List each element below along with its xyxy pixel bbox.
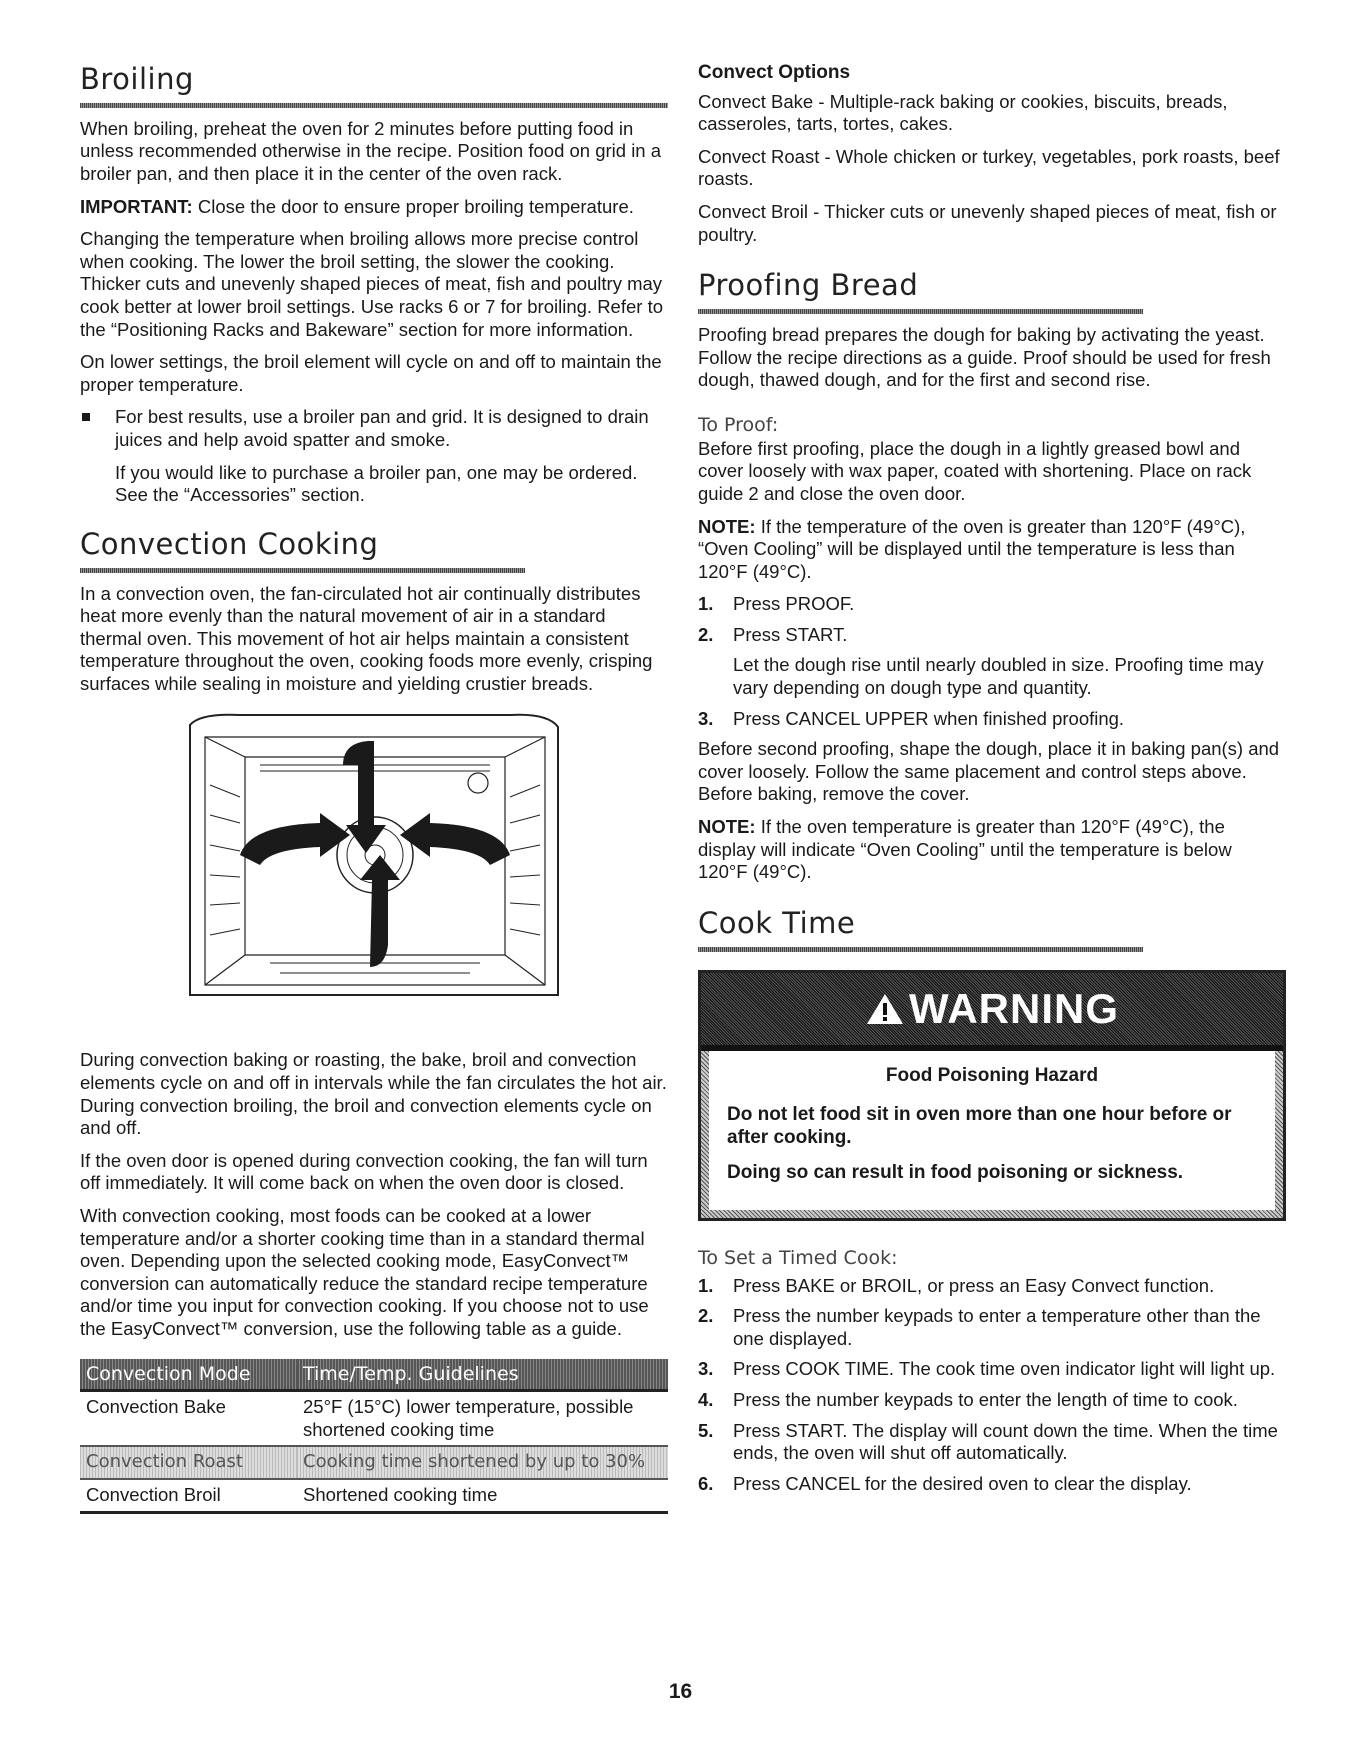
step-number: 1. (698, 593, 714, 615)
list-item (698, 1275, 1280, 1298)
table-header-guidelines: Time/Temp. Guidelines (297, 1359, 668, 1391)
step-subparagraph: Let the dough rise until nearly doubled in size. Proofing time may vary depending on dough type and quantity. (733, 654, 1264, 699)
note-text: If the oven temperature is greater than 120°F (49°C), the display will indicate “Oven Cooling” until the temperature is below 120°F (49°C). (698, 816, 1232, 883)
subheading-to-proof: To Proof: (698, 413, 779, 436)
important-paragraph (80, 196, 668, 219)
paragraph: Before second proofing, shape the dough, place it in baking pan(s) and cover loosely. Follow the same placement and control steps above. Before baking, remove the cover. (698, 738, 1280, 805)
warning-label: WARNING (909, 984, 1119, 1032)
list-item (698, 593, 1280, 616)
step-text: Press the number keypads to enter the length of time to cook. (733, 1389, 1238, 1410)
paragraph: Convect Broil - Thicker cuts or unevenly shaped pieces of meat, fish or poultry. (698, 200, 1277, 245)
step-text: Press COOK TIME. The cook time oven indicator light will light up. (733, 1358, 1276, 1380)
step-number: 2. (698, 623, 714, 645)
bullet-item (80, 406, 668, 451)
section-title-cook-time: Cook Time (698, 905, 856, 940)
paragraph: Before first proofing, place the dough in a lightly greased bowl and cover loosely with wax paper, coated with shortening. Place on rack guide 2 and close the oven door. (698, 437, 1252, 504)
right-column (698, 62, 1280, 1503)
step-number: 3. (698, 707, 714, 729)
paragraph: In a convection oven, the fan-circulated hot air continually distributes heat more evenly than the natural movement of air in a standard thermal oven. This movement of hot air helps maintain a consistent temperature throughout the oven, cooking foods more evenly, crisping surfaces while sealing in moisture and yielding crustier breads. (80, 582, 653, 694)
note-label: NOTE: (698, 816, 756, 838)
warning-bottom-border (701, 1210, 1283, 1218)
step-text: Press CANCEL for the desired oven to clear the display. (733, 1472, 1192, 1494)
subheading-timed-cook: To Set a Timed Cook: (698, 1246, 898, 1269)
section-title-broiling: Broiling (80, 62, 194, 96)
note-text: If the temperature of the oven is greater than 120°F (49°C), “Oven Cooling” will be displayed until the temperature is less than 120°F (49°C). (698, 515, 1246, 582)
list-item (698, 1389, 1280, 1412)
step-text: Press the number keypads to enter a temperature other than the one displayed. (733, 1305, 1261, 1349)
section-rule (698, 309, 1143, 314)
warning-triangle-icon (865, 992, 905, 1026)
paragraph: Convect Bake - Multiple-rack baking or cookies, biscuits, breads, casseroles, tarts, tortes, cakes. (698, 90, 1228, 135)
bullet-text: For best results, use a broiler pan and grid. It is designed to drain juices and help avoid spatter and smoke. (115, 406, 649, 450)
convection-guidelines-table (80, 1359, 668, 1514)
list-item (698, 1473, 1280, 1496)
table-row (80, 1391, 668, 1447)
oven-airflow-diagram (80, 705, 668, 1035)
convection-oven-illustration (80, 705, 668, 1035)
table-cell: 25°F (15°C) lower temperature, possible shortened cooking time (297, 1391, 668, 1447)
warning-line: Doing so can result in food poisoning or sickness. (727, 1161, 1184, 1183)
step-number: 6. (698, 1472, 714, 1494)
paragraph: Changing the temperature when broiling allows more precise control when cooking. The lower the broil setting, the slower the cooking. Thicker cuts and unevenly shaped pieces of meat, fish and poultry may cook better at lower broil settings. Use racks 6 or 7 for broiling. Refer to the “Positioning Racks and Bakeware” section for more information. (80, 228, 664, 340)
table-cell: Convection Roast (80, 1446, 297, 1479)
warning-box (698, 970, 1286, 1221)
list-item (698, 708, 1280, 731)
paragraph: When broiling, preheat the oven for 2 minutes before putting food in unless recommended otherwise in the recipe. Position food on grid in a broiler pan, and then place it in the center of the oven rack. (80, 117, 662, 184)
step-text: Press START. (733, 623, 848, 645)
warning-header (701, 973, 1283, 1051)
list-item (698, 1305, 1280, 1350)
step-text: Press PROOF. (733, 593, 855, 615)
table-cell: Convection Broil (80, 1479, 297, 1512)
section-title-convection: Convection Cooking (80, 526, 379, 561)
timed-cook-steps-list (698, 1275, 1280, 1496)
section-rule (80, 568, 525, 573)
list-item (698, 624, 1280, 700)
step-text: Press BAKE or BROIL, or press an Easy Convect function. (733, 1274, 1215, 1296)
table-row (80, 1446, 668, 1479)
step-number: 3. (698, 1358, 714, 1380)
table-cell: Cooking time shortened by up to 30% (297, 1446, 668, 1479)
step-number: 2. (698, 1305, 714, 1327)
convect-options-heading: Convect Options (698, 62, 851, 83)
table-row (80, 1479, 668, 1512)
section-title-proofing: Proofing Bread (698, 268, 919, 303)
paragraph: On lower settings, the broil element will cycle on and off to maintain the proper temperature. (80, 351, 662, 395)
section-rule (698, 947, 1143, 952)
step-number: 5. (698, 1419, 714, 1441)
warning-line: Do not let food sit in oven more than one hour before or after cooking. (727, 1103, 1232, 1148)
note-paragraph (698, 516, 1280, 584)
list-item (698, 1358, 1280, 1381)
table-cell: Shortened cooking time (297, 1479, 668, 1512)
paragraph: Proofing bread prepares the dough for baking by activating the yeast. Follow the recipe directions as a guide. Proof should be used for fresh dough, thawed dough, and for the first and second rise. (698, 323, 1271, 391)
paragraph: Convect Roast - Whole chicken or turkey, vegetables, pork roasts, beef roasts. (698, 145, 1280, 190)
proof-steps-list (698, 593, 1280, 730)
paragraph: With convection cooking, most foods can be cooked at a lower temperature and/or a shorter cooking time than in a standard thermal oven. Depending upon the selected cooking mode, EasyConvect™ conversion can automatically reduce the standard recipe temperature and/or time you input for convection cooking. If you choose not to use the EasyConvect™ conversion, use the following table as a guide. (80, 1205, 649, 1339)
section-rule (80, 103, 668, 108)
note-paragraph (698, 816, 1280, 884)
paragraph: If the oven door is opened during convection cooking, the fan will turn off immediately. It will come back on when the oven door is closed. (80, 1149, 648, 1194)
step-text: Press CANCEL UPPER when finished proofing. (733, 707, 1125, 729)
table-cell: Convection Bake (80, 1391, 297, 1447)
important-label: IMPORTANT: (80, 195, 193, 217)
bullet-square-icon (82, 413, 90, 421)
left-column (80, 62, 668, 1514)
important-text: Close the door to ensure proper broiling temperature. (192, 195, 634, 217)
step-text: Press START. The display will count down the time. When the time ends, the oven will shut off automatically. (733, 1419, 1278, 1464)
bullet-subparagraph: If you would like to purchase a broiler pan, one may be ordered. See the “Accessories” section. (115, 461, 638, 506)
table-header-row (80, 1359, 668, 1391)
warning-title: Food Poisoning Hazard (885, 1064, 1099, 1086)
step-number: 1. (698, 1274, 714, 1296)
note-label: NOTE: (698, 515, 756, 537)
list-item (698, 1420, 1280, 1465)
table-header-mode: Convection Mode (80, 1359, 297, 1391)
warning-body (701, 1051, 1283, 1210)
step-number: 4. (698, 1389, 714, 1410)
page-number: 16 (668, 1680, 693, 1703)
paragraph: During convection baking or roasting, the bake, broil and convection elements cycle on and off in intervals while the fan circulates the hot air. During convection broiling, the broil and convection elements cycle on and off. (80, 1049, 667, 1139)
